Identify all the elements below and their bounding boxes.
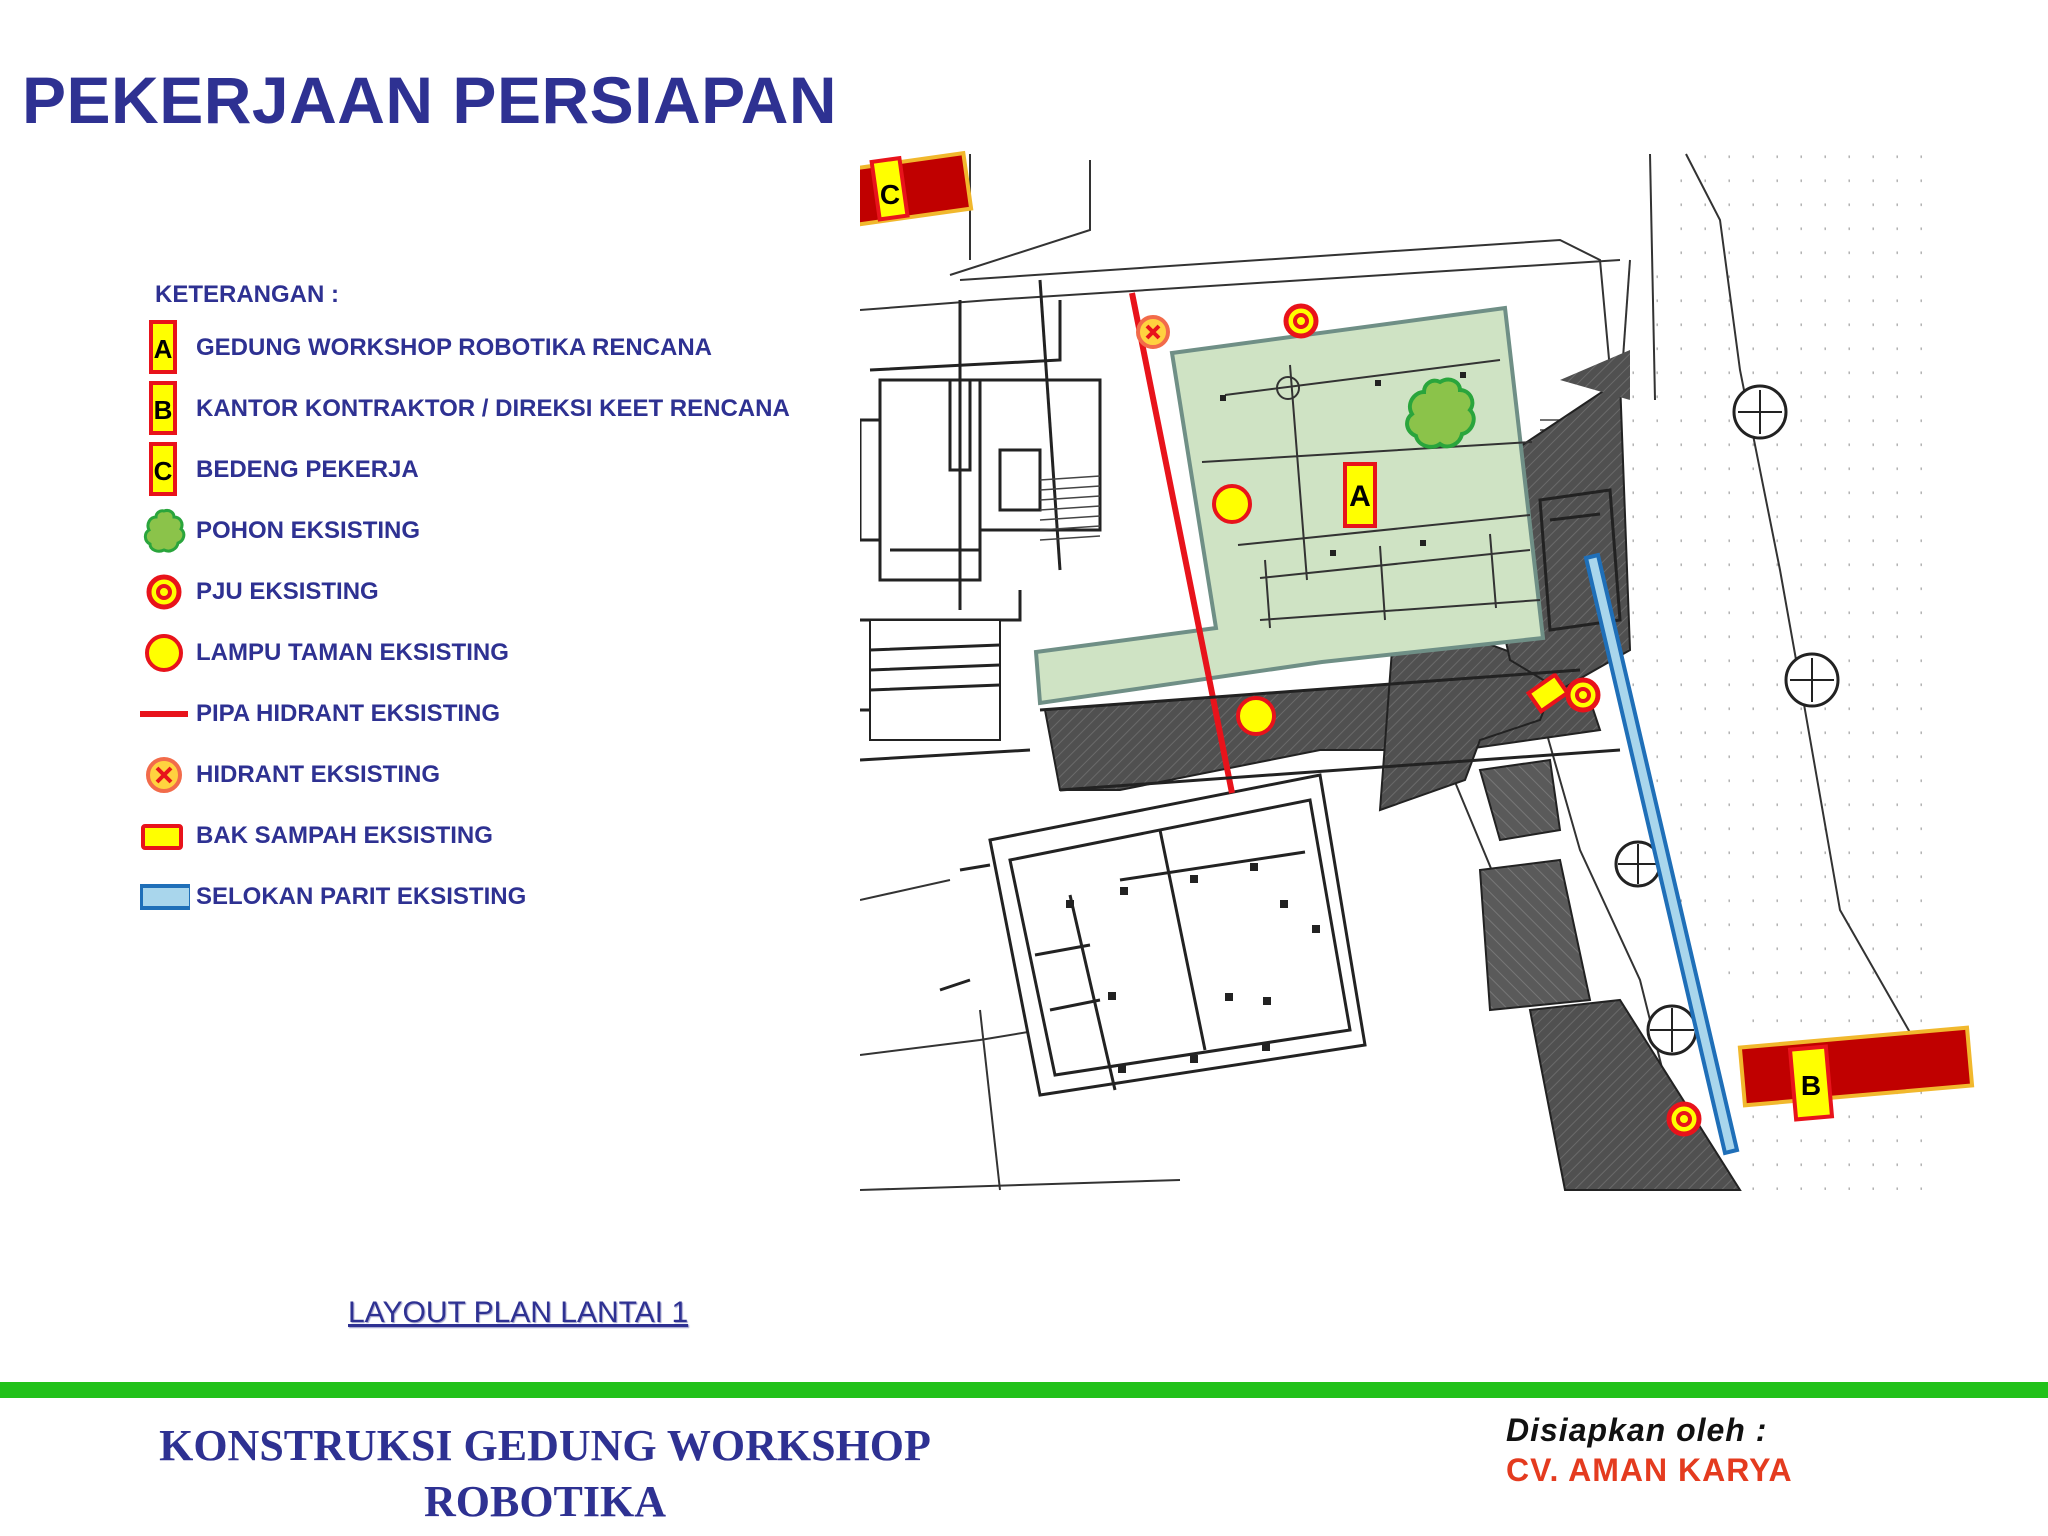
legend-item-hydrant [140, 747, 860, 803]
drainage-channel-icon [140, 869, 190, 925]
garden-lamp-icon [140, 625, 190, 681]
legend-item-garden-lamp [140, 625, 860, 681]
legend-item-drainage [140, 869, 860, 925]
marker-c-barracks [860, 153, 971, 231]
marker-a-label: A [1349, 480, 1371, 513]
legend-label: BAK SAMPAH EKSISTING [196, 822, 493, 849]
legend-heading: KETERANGAN : [155, 281, 339, 308]
garden-lamp-icon [1214, 486, 1250, 522]
legend-label: PJU EKSISTING [196, 578, 379, 605]
street-light-icon [1669, 1104, 1699, 1134]
label-box-icon [140, 320, 190, 376]
bottom-existing-building [940, 775, 1365, 1095]
legend-label: LAMPU TAMAN EKSISTING [196, 639, 509, 666]
hydrant-pipe-icon [140, 686, 190, 742]
footer-divider [0, 1382, 2048, 1398]
legend-item-trash-bin [140, 808, 860, 864]
garden-lamp-icon [1238, 698, 1274, 734]
marker-b-label: B [1800, 1070, 1822, 1101]
label-box-icon [140, 381, 190, 437]
tree-icon [140, 503, 190, 559]
street-light-icon [1568, 680, 1598, 710]
legend-label: BEDENG PEKERJA [196, 456, 419, 483]
marker-c-label: C [879, 179, 901, 210]
site-plan [860, 150, 2000, 1340]
legend-label: KANTOR KONTRAKTOR / DIREKSI KEET RENCANA [196, 395, 790, 422]
legend-label: HIDRANT EKSISTING [196, 761, 441, 788]
svg-text:A: A [153, 334, 173, 364]
legend-label: PIPA HIDRANT EKSISTING [196, 700, 501, 727]
project-title-line2: ROBOTIKA [423, 1477, 667, 1526]
building-a-footprint [1036, 308, 1543, 703]
legend [140, 275, 860, 955]
legend-item-tree [140, 503, 860, 559]
hydrant-marker [1138, 317, 1168, 347]
legend-label: POHON EKSISTING [196, 517, 421, 544]
project-title-line1: KONSTRUKSI GEDUNG WORKSHOP [159, 1421, 931, 1470]
svg-text:B: B [153, 395, 173, 425]
legend-label: SELOKAN PARIT EKSISTING [196, 883, 527, 910]
legend-item-office-b [140, 381, 860, 437]
hydrant-icon [140, 747, 190, 803]
label-box-icon [140, 442, 190, 498]
trash-bin-icon [140, 808, 190, 864]
legend-item-building-a [140, 320, 860, 376]
project-title [110, 1418, 980, 1530]
marker-a-building [1345, 464, 1375, 526]
street-light-icon [140, 564, 190, 620]
page-title: PEKERJAAN PERSIAPAN [22, 63, 838, 137]
prepared-by: Disiapkan oleh : [1506, 1412, 1768, 1448]
legend-item-pju [140, 564, 860, 620]
legend-item-hydrant-pipe [140, 686, 860, 742]
svg-text:C: C [153, 456, 173, 486]
layout-caption: LAYOUT PLAN LANTAI 1 [348, 1296, 689, 1329]
legend-item-barracks-c [140, 442, 860, 498]
company-name: CV. AMAN KARYA [1506, 1452, 1793, 1488]
street-light-icon [1286, 306, 1316, 336]
legend-label: GEDUNG WORKSHOP ROBOTIKA RENCANA [196, 334, 713, 361]
